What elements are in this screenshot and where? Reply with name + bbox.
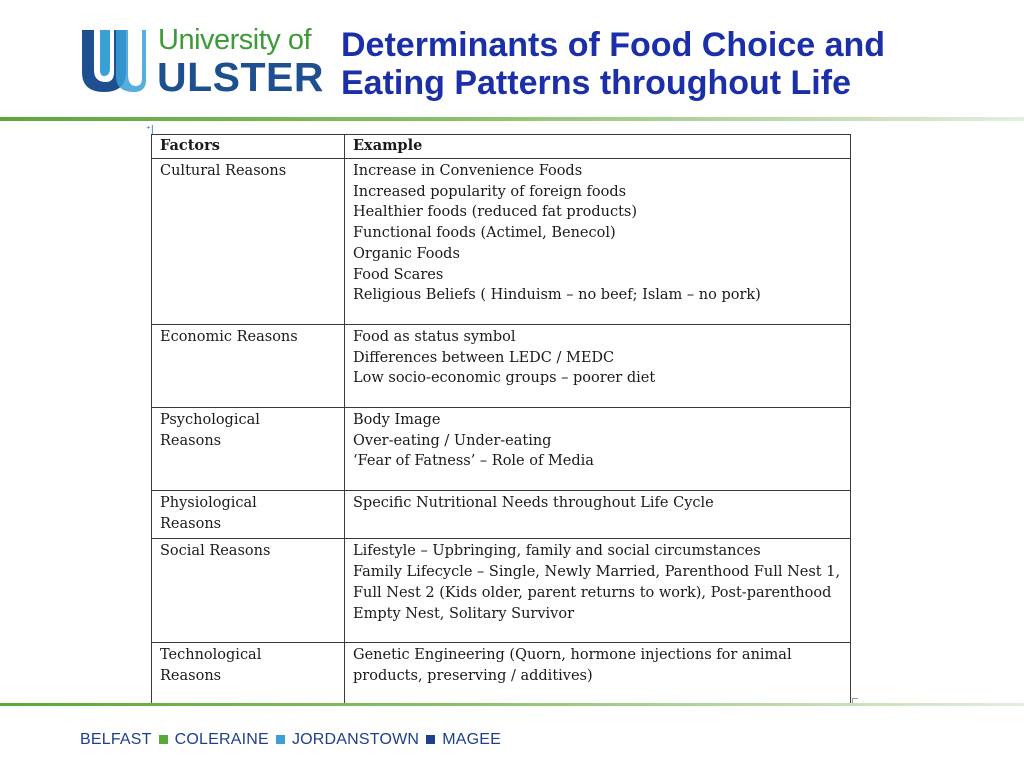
example-cell [345, 643, 851, 705]
campus-name: MAGEE [442, 731, 501, 748]
factor-cell [152, 643, 345, 705]
factor-label: Physiological [160, 495, 257, 511]
table-row [152, 408, 851, 491]
example-line: Genetic Engineering (Quorn, hormone injections for animal products, preserving / additives) [353, 647, 792, 685]
factor-label: Technological [160, 647, 262, 664]
separator-square-icon [276, 735, 285, 744]
example-line: Religious Beliefs ( Hinduism – no beef; Islam – no pork) [353, 287, 761, 304]
example-line: Body Image [353, 412, 441, 428]
example-cell [345, 539, 851, 643]
slide-title-line-2: Eating Patterns throughout Life [341, 64, 851, 102]
campus-footer [80, 731, 501, 749]
factor-cell [152, 539, 345, 643]
separator-square-icon [426, 735, 435, 744]
column-header-factors: Factors [152, 135, 345, 159]
campus-name: JORDANSTOWN [291, 731, 420, 748]
example-line: Low socio-economic groups – poorer diet [353, 370, 656, 387]
embedded-document[interactable] [143, 124, 858, 704]
example-cell [345, 408, 851, 491]
example-line: Increased popularity of foreign foods [353, 183, 627, 200]
table-row [152, 325, 851, 408]
factor-cell [152, 325, 345, 408]
logo-text-bottom: ULSTER [157, 54, 324, 100]
table-row [152, 491, 851, 539]
example-line: ‘Fear of Fatness’ – Role of Media [353, 453, 594, 470]
factor-cell [152, 491, 345, 539]
factor-label: Reasons [160, 668, 222, 685]
column-header-example: Example [345, 135, 851, 159]
factor-label: Reasons [160, 432, 222, 449]
logo-text-top: University of [158, 24, 312, 56]
table-row [152, 159, 851, 325]
example-line: Food as status symbol [353, 329, 516, 345]
factor-cell [152, 159, 345, 325]
factor-label: Social Reasons [160, 543, 271, 560]
example-cell [345, 325, 851, 408]
example-cell [345, 491, 851, 539]
example-line: Over-eating / Under-eating [353, 432, 552, 449]
factor-cell [152, 408, 345, 491]
separator-square-icon [159, 735, 168, 744]
example-line: Healthier foods (reduced fat products) [353, 204, 638, 221]
campus-name: COLERAINE [174, 731, 269, 748]
factors-table [151, 134, 851, 705]
factor-label: Economic Reasons [160, 329, 298, 345]
factor-label: Reasons [160, 515, 222, 532]
example-line: Functional foods (Actimel, Benecol) [353, 225, 616, 242]
campus-name: BELFAST [80, 731, 152, 748]
example-line: Lifestyle – Upbringing, family and social circumstances [353, 543, 761, 560]
example-cell [345, 159, 851, 325]
table-row [152, 643, 851, 705]
example-line: Differences between LEDC / MEDC [353, 349, 615, 366]
ulster-shield-icon [80, 26, 148, 94]
table-row [152, 539, 851, 643]
slide-title [341, 26, 1011, 102]
anchor-icon: ⁺| [146, 125, 154, 135]
factor-label: Psychological [160, 412, 260, 428]
footer-divider [0, 703, 1024, 706]
example-line: Organic Foods [353, 245, 460, 262]
university-logo [80, 24, 324, 100]
slide-title-line-1: Determinants of Food Choice and [341, 26, 886, 64]
example-line: Family Lifecycle – Single, Newly Married, Parenthood Full Nest 1, Full Nest 2 (Kids older, parent returns to work), Post-parenthood Empty Nest, Solitary Survivor [353, 564, 841, 622]
header-divider [0, 117, 1024, 121]
example-line: Food Scares [353, 266, 444, 283]
example-line: Increase in Convenience Foods [353, 163, 583, 179]
table-header-row [152, 135, 851, 159]
factor-label: Cultural Reasons [160, 163, 287, 179]
example-line: Specific Nutritional Needs throughout Life Cycle [353, 495, 714, 511]
